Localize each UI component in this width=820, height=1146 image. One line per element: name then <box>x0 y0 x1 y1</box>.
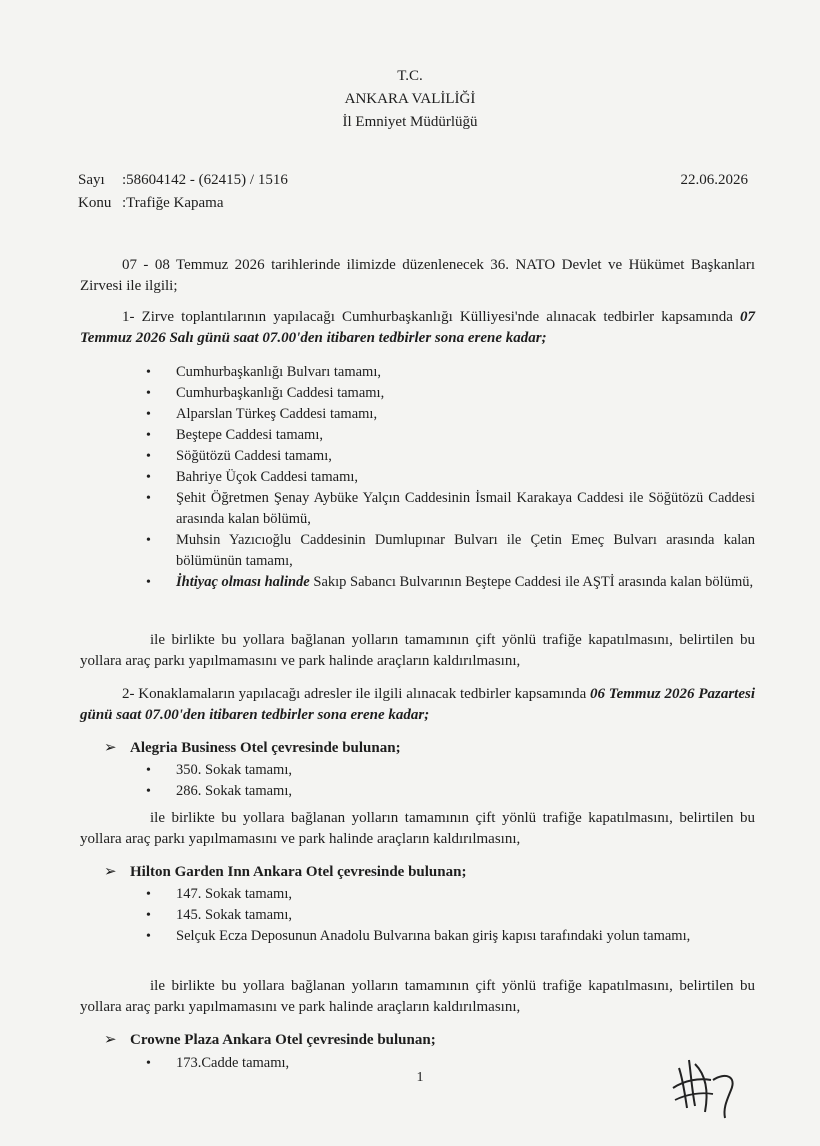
list-item: • İhtiyaç olması halinde Sakıp Sabancı Bulvarının Beştepe Caddesi ile AŞTİ arasında kalan bölümü, <box>140 572 755 593</box>
konu-value: :Trafiğe Kapama <box>122 195 224 211</box>
sayi-value: :58604142 - (62415) / 1516 <box>122 172 288 188</box>
sayi-line <box>78 172 288 189</box>
document-date: 22.06.2026 <box>680 172 748 188</box>
list-item: • Alparslan Türkeş Caddesi tamamı, <box>140 404 755 425</box>
hotel2-road-list <box>140 884 755 947</box>
hotel1-closing: ile birlikte bu yollara bağlanan yolların tamamının çift yönlü trafiğe kapatılmasını, belirtilen bu yollara araç parkı yapılmamasını ve park halinde araçların kaldırılmasını, <box>80 810 755 847</box>
list-item: • 145. Sokak tamamı, <box>140 905 755 926</box>
list-item: • Şehit Öğretmen Şenay Aybüke Yalçın Caddesinin İsmail Karakaya Caddesi ile Söğütözü Caddesi arasında kalan bölümü, <box>140 488 755 530</box>
konu-label: Konu <box>78 195 112 211</box>
page-number: 1 <box>416 1070 424 1085</box>
header-tc: T.C. <box>397 68 423 84</box>
list-item: • 147. Sokak tamamı, <box>140 884 755 905</box>
list-item: • Muhsin Yazıcıoğlu Caddesinin Dumlupınar Bulvarı ile Çetin Emeç Bulvarı arasında kalan bölümünün tamamı, <box>140 530 755 572</box>
arrow-bullet-icon: ➢ <box>104 740 117 756</box>
list-item: • Cumhurbaşkanlığı Bulvarı tamamı, <box>140 362 755 383</box>
sayi-label: Sayı <box>78 172 105 188</box>
section1-road-list <box>140 362 755 593</box>
section1-lead: 1- Zirve toplantılarının yapılacağı Cumhurbaşkanlığı Külliyesi'nde alınacak tedbirler kapsamında 07 Temmuz 2026 Salı günü saat 07.00'den itibaren tedbirler sona erene kadar; <box>80 309 755 346</box>
hotel3-heading: ➢ Crowne Plaza Ankara Otel çevresinde bulunan; <box>104 1032 436 1048</box>
signature-icon <box>665 1050 745 1120</box>
hotel2-closing: ile birlikte bu yollara bağlanan yolların tamamının çift yönlü trafiğe kapatılmasını, belirtilen bu yollara araç parkı yapılmamasını ve park halinde araçların kaldırılmasını, <box>80 978 755 1015</box>
hotel1-heading: ➢ Alegria Business Otel çevresinde bulunan; <box>104 740 401 756</box>
arrow-bullet-icon: ➢ <box>104 864 117 880</box>
list-item: • Beştepe Caddesi tamamı, <box>140 425 755 446</box>
header-valilik: ANKARA VALİLİĞİ <box>344 91 476 107</box>
list-item: • Söğütözü Caddesi tamamı, <box>140 446 755 467</box>
list-item: • 286. Sokak tamamı, <box>140 781 755 802</box>
list-item: • Selçuk Ecza Deposunun Anadolu Bulvarına bakan giriş kapısı tarafındaki yolun tamamı, <box>140 926 755 947</box>
hotel1-road-list <box>140 760 755 802</box>
intro-paragraph: 07 - 08 Temmuz 2026 tarihlerinde ilimizde düzenlenecek 36. NATO Devlet ve Hükümet Başkanları Zirvesi ile ilgili; <box>80 257 755 294</box>
konu-line <box>78 195 224 212</box>
header-mudurluk: İl Emniyet Müdürlüğü <box>342 114 478 130</box>
section2-lead: 2- Konaklamaların yapılacağı adresler ile ilgili alınacak tedbirler kapsamında 06 Temmuz 2026 Pazartesi günü saat 07.00'den itibaren tedbirler sona erene kadar; <box>80 686 755 723</box>
list-item: • 350. Sokak tamamı, <box>140 760 755 781</box>
list-item: • Cumhurbaşkanlığı Caddesi tamamı, <box>140 383 755 404</box>
list-item: • Bahriye Üçok Caddesi tamamı, <box>140 467 755 488</box>
hotel2-heading: ➢ Hilton Garden Inn Ankara Otel çevresinde bulunan; <box>104 864 467 880</box>
arrow-bullet-icon: ➢ <box>104 1032 117 1048</box>
section1-closing: ile birlikte bu yollara bağlanan yolların tamamının çift yönlü trafiğe kapatılmasını, belirtilen bu yollara araç parkı yapılmamasını ve park halinde araçların kaldırılmasını, <box>80 632 755 669</box>
list-item: • 173.Cadde tamamı, <box>140 1053 755 1074</box>
